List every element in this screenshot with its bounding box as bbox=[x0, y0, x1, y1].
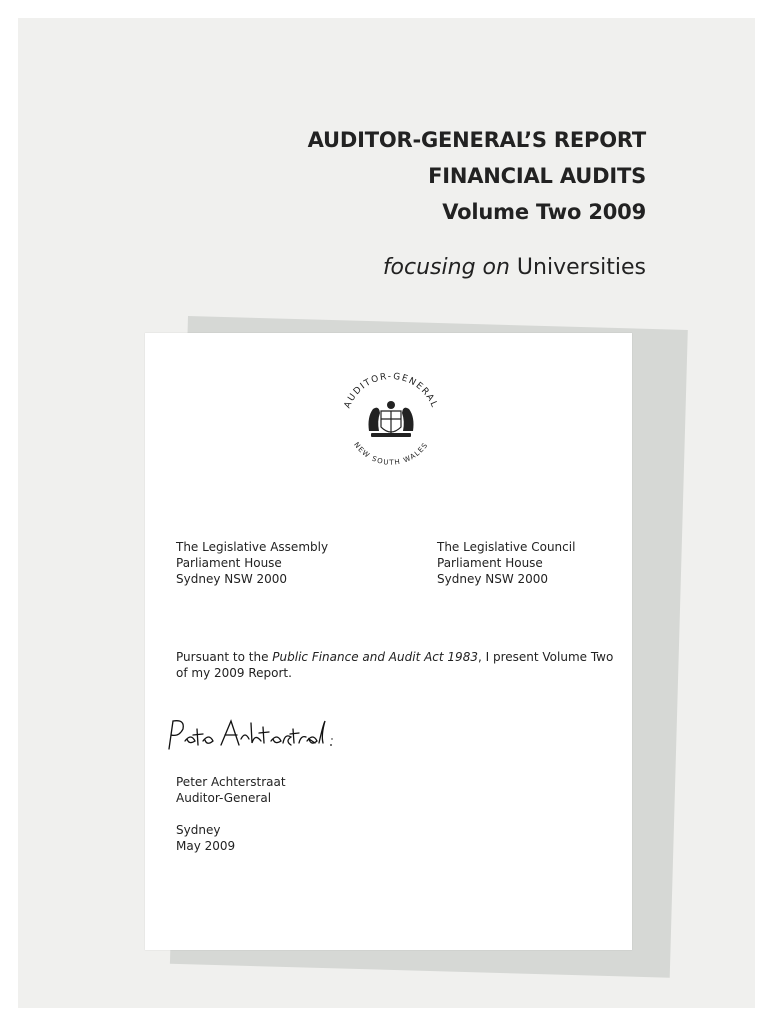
address-line: The Legislative Council bbox=[437, 540, 576, 554]
seal-text-bottom: NEW SOUTH WALES bbox=[352, 440, 430, 467]
title-line-2: FINANCIAL AUDITS bbox=[428, 164, 646, 188]
letter-place: Sydney bbox=[176, 823, 221, 837]
pursuant-paragraph bbox=[176, 649, 616, 681]
place-date-block bbox=[176, 822, 235, 854]
address-legislative-council bbox=[437, 539, 575, 587]
address-legislative-assembly bbox=[176, 539, 328, 587]
signer-block bbox=[176, 774, 286, 806]
subtitle-italic: focusing on bbox=[382, 255, 510, 280]
handwritten-signature bbox=[165, 713, 335, 758]
subtitle-rest: Universities bbox=[509, 255, 646, 280]
title-line-1: AUDITOR-GENERAL’S REPORT bbox=[307, 128, 646, 152]
letter-date: May 2009 bbox=[176, 839, 236, 853]
report-subtitle bbox=[383, 255, 646, 280]
address-line: Sydney NSW 2000 bbox=[437, 572, 549, 586]
title-line-3: Volume Two 2009 bbox=[442, 200, 646, 224]
transmittal-letter bbox=[145, 333, 632, 950]
signer-name: Peter Achterstraat bbox=[176, 775, 286, 789]
auditor-general-seal-icon bbox=[333, 361, 449, 477]
pursuant-pre: Pursuant to the bbox=[176, 650, 273, 664]
signer-title: Auditor-General bbox=[176, 791, 272, 805]
seal-text-top: AUDITOR-GENERAL bbox=[342, 371, 440, 410]
address-line: The Legislative Assembly bbox=[176, 540, 329, 554]
address-line: Parliament House bbox=[176, 556, 282, 570]
svg-text:NEW SOUTH WALES bbox=[352, 441, 430, 467]
report-title bbox=[308, 122, 646, 230]
act-name: Public Finance and Audit Act 1983 bbox=[272, 650, 478, 664]
address-line: Parliament House bbox=[437, 556, 543, 570]
pursuant-post: , I present Volume Two of my 2009 Report. bbox=[176, 650, 614, 680]
address-line: Sydney NSW 2000 bbox=[176, 572, 288, 586]
